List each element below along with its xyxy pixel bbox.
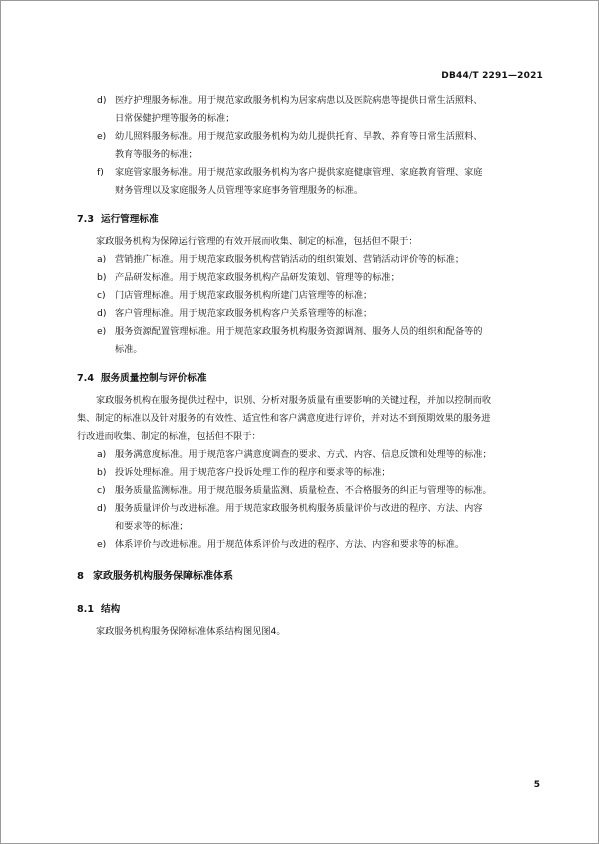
list-item <box>77 128 543 164</box>
list-text-continued: 财务管理以及家庭服务人员管理等家庭事务管理服务的标准。 <box>115 185 364 196</box>
list-marker: a) <box>97 254 107 265</box>
list-item <box>77 164 543 200</box>
list-item <box>77 251 543 269</box>
list-text: 客户管理标准。用于规范家政服务机构客户关系管理等的标准； <box>115 308 373 319</box>
list-marker: b) <box>97 467 107 478</box>
list-text-continued: 教育等服务的标准； <box>115 149 198 160</box>
list-text: 服务质量监测标准。用于规范服务质量监测、质量检查、不合格服务的纠正与管理等的标准。 <box>115 485 492 496</box>
list-item <box>77 305 543 323</box>
page-number: 5 <box>533 780 540 790</box>
list-marker: f) <box>97 167 104 178</box>
list-marker: e) <box>97 539 107 550</box>
section-intro-continued: 集、制定的标准以及针对服务的有效性、适宜性和客户满意度进行评价，并对达不到预期效果的服务进 <box>77 413 491 424</box>
list-item <box>77 446 543 464</box>
section-number: 8.1 <box>77 604 94 615</box>
list-text: 体系评价与改进标准。用于规范体系评价与改进的程序、方法、内容和要求等的标准。 <box>115 539 465 550</box>
list-item <box>77 269 543 287</box>
section-number: 7.4 <box>77 373 94 384</box>
list-marker: c) <box>97 485 106 496</box>
section-title: 服务质量控制与评价标准 <box>101 373 207 384</box>
list-text: 门店管理标准。用于规范家政服务机构所建门店管理等的标准； <box>115 290 373 301</box>
list-item <box>77 482 543 500</box>
section-intro: 家政服务机构为保障运行管理的有效开展而收集、制定的标准，包括但不限于： <box>96 236 418 247</box>
list-marker: e) <box>97 131 107 142</box>
list-text: 服务资源配置管理标准。用于规范家政服务机构服务资源调剂、服务人员的组织和配备等的 <box>115 326 483 337</box>
list-text-continued: 标准。 <box>115 344 143 355</box>
chapter-title: 家政服务机构服务保障标准体系 <box>93 571 233 582</box>
list-7-4 <box>77 446 543 554</box>
list-item <box>77 500 543 536</box>
list-text: 医疗护理服务标准。用于规范家政服务机构为居家病患以及医院病患等提供日常生活照料、 <box>115 95 483 106</box>
list-marker: e) <box>97 326 107 337</box>
list-text: 营销推广标准。用于规范家政服务机构营销活动的组织策划、营销活动评价等的标准； <box>115 254 465 265</box>
list-item <box>77 287 543 305</box>
list-marker: b) <box>97 272 107 283</box>
document-code: DB44/T 2291—2021 <box>441 71 543 81</box>
section-intro-continued: 行改进而收集、制定的标准，包括但不限于： <box>77 431 261 442</box>
section-number: 7.3 <box>77 214 94 225</box>
section-title: 结构 <box>101 604 121 615</box>
list-text-continued: 日常保健护理等服务的标准； <box>115 113 235 124</box>
section-title: 运行管理标准 <box>101 214 159 225</box>
list-item <box>77 323 543 359</box>
list-text: 家庭管家服务标准。用于规范家政服务机构为客户提供家庭健康管理、家庭教育管理、家庭 <box>115 167 483 178</box>
list-item <box>77 536 543 554</box>
list-text-continued: 和要求等的标准； <box>115 521 189 532</box>
list-marker: d) <box>97 503 107 514</box>
list-marker: c) <box>97 290 106 301</box>
section-heading-8-1 <box>77 601 543 619</box>
page-content <box>77 92 543 641</box>
chapter-number: 8 <box>77 571 84 582</box>
list-d-f <box>77 92 543 200</box>
section-intro: 家政服务机构在服务提供过程中，识别、分析对服务质量有重要影响的关键过程，并加以控制而收 <box>96 395 492 406</box>
list-marker: d) <box>97 95 107 106</box>
chapter-heading-8 <box>77 568 543 586</box>
list-item <box>77 464 543 482</box>
list-text: 幼儿照料服务标准。用于规范家政服务机构为幼儿提供托育、早教、养育等日常生活照料、 <box>115 131 483 142</box>
list-text: 产品研发标准。用于规范家政服务机构产品研发策划、管理等的标准； <box>115 272 400 283</box>
list-7-3 <box>77 251 543 359</box>
list-marker: a) <box>97 449 107 460</box>
list-marker: d) <box>97 308 107 319</box>
list-text: 服务质量评价与改进标准。用于规范家政服务机构服务质量评价与改进的程序、方法、内容 <box>115 503 483 514</box>
list-item <box>77 92 543 128</box>
list-text: 投诉处理标准。用于规范客户投诉处理工作的程序和要求等的标准； <box>115 467 391 478</box>
list-text: 服务满意度标准。用于规范客户满意度调查的要求、方式、内容、信息反馈和处理等的标准； <box>115 449 492 460</box>
section-heading-7-4 <box>77 370 543 388</box>
section-body: 家政服务机构服务保障标准体系结构图见图4。 <box>96 626 286 637</box>
section-heading-7-3 <box>77 211 543 229</box>
